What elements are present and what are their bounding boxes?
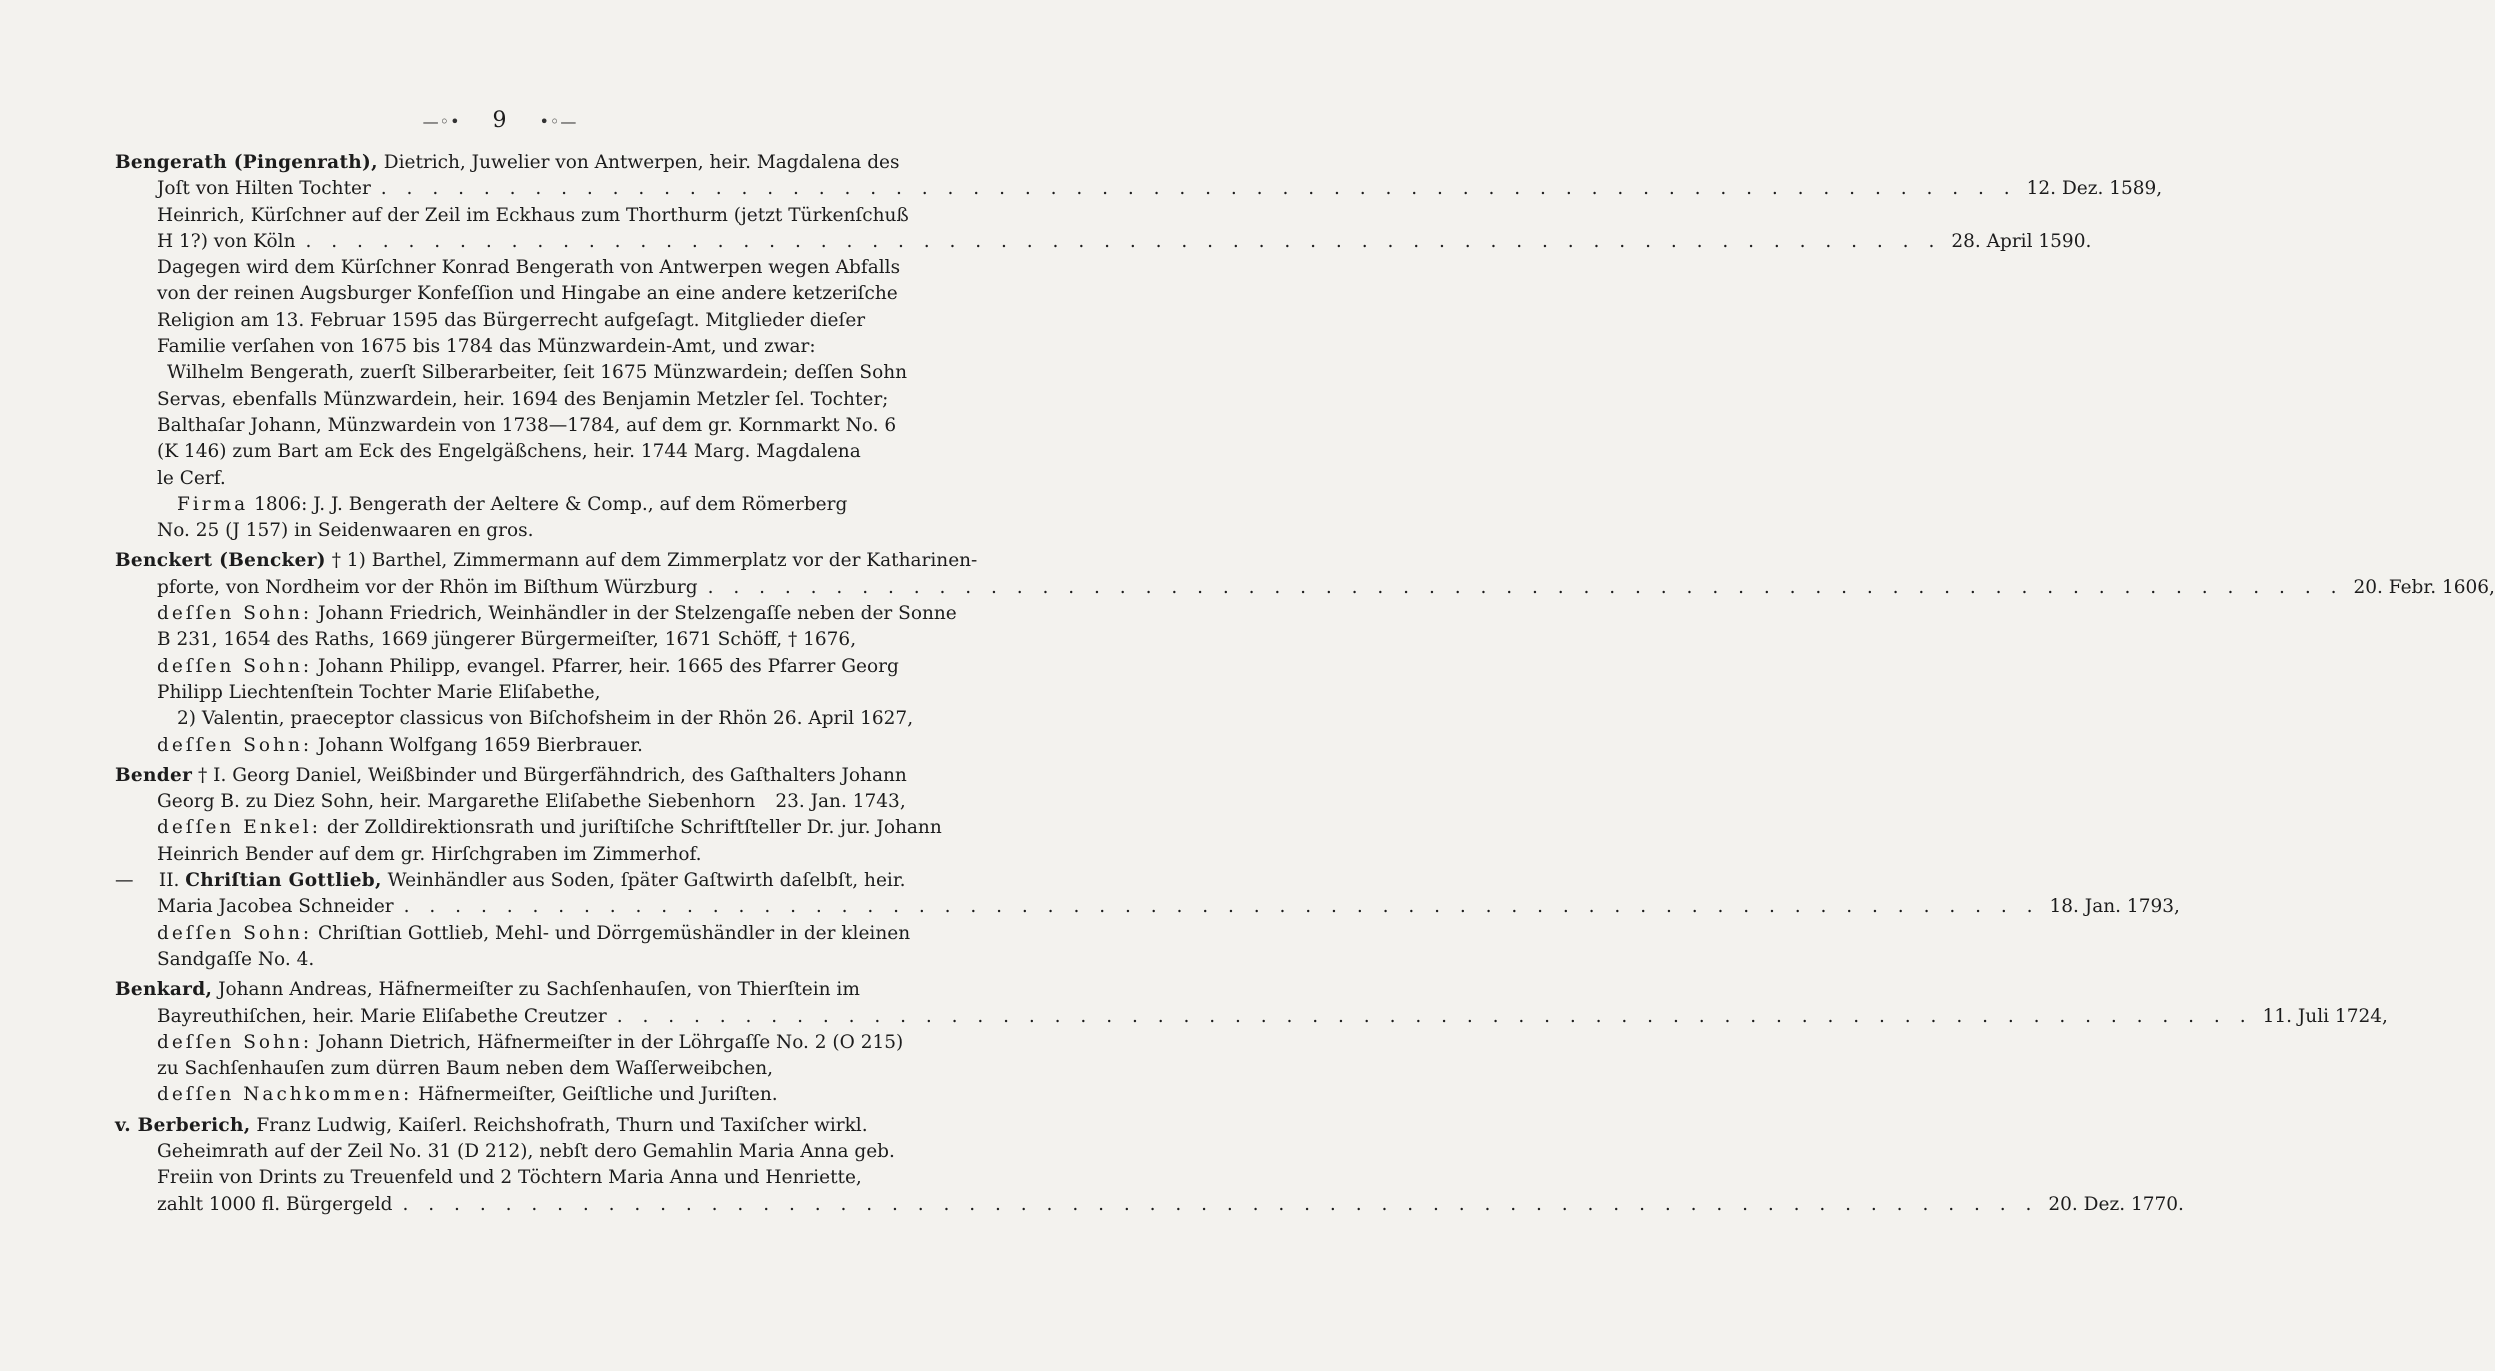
numeral: II. — [158, 870, 180, 892]
line-text: Bayreuthiſchen, heir. Marie Eliſabethe Creutzer — [157, 1005, 607, 1027]
entry-bengerath — [115, 150, 2163, 544]
line-text: Dietrich, Juwelier von Antwerpen, heir. Magdalena des — [383, 152, 900, 173]
leader-dots — [305, 229, 1941, 255]
text-line — [115, 654, 905, 680]
line-text: Joſt von Hilten Tochter — [157, 178, 371, 200]
line-text: der Zolldirektionsrath und juriſtiſche Schriftſteller Dr. jur. Johann — [326, 817, 942, 839]
text-line — [115, 1192, 2184, 1218]
line-text: Johann Andreas, Häfnermeiſter zu Sachſenhauſen, von Thierſtein im — [218, 979, 860, 1001]
leader-dots — [617, 1004, 2253, 1030]
entry-date: 18. Jan. 1793, — [2049, 896, 2180, 918]
relation-label: deſſen Sohn: — [157, 922, 313, 944]
text-line — [115, 203, 909, 229]
text-line: No. 25 (J 157) in Seidenwaaren en gros. — [157, 520, 534, 542]
relation-label: deſſen Enkel: — [157, 817, 321, 839]
line-text: Franz Ludwig, Kaiſerl. Reichshofrath, Thurn und Taxiſcher wirkl. — [256, 1114, 868, 1136]
line-text: Maria Jacobea Schneider — [157, 896, 394, 918]
line-text: † 1) Barthel, Zimmermann auf dem Zimmerplatz vor der Katharinen- — [331, 550, 978, 572]
entry-bender — [115, 763, 2180, 973]
text-line: Dagegen wird dem Kürſchner Konrad Bengerath von Antwerpen wegen Abfalls — [157, 257, 901, 279]
entry-date: 11. Juli 1724, — [2262, 1005, 2388, 1027]
text-line — [115, 921, 911, 947]
text-line — [115, 548, 978, 574]
headword: v. Berberich, — [115, 1114, 251, 1136]
text-line: Freiin von Drints zu Treuenfeld und 2 Töchtern Maria Anna und Henriette, — [157, 1167, 862, 1189]
text-line — [115, 601, 957, 627]
line-text: pforte, von Nordheim vor der Rhön im Biſthum Würzburg — [157, 576, 698, 598]
line-text: Weinhändler aus Soden, ſpäter Gaſtwirth daſelbſt, heir. — [387, 870, 906, 892]
text-line — [115, 492, 905, 518]
relation-label: deſſen Sohn: — [157, 1031, 313, 1053]
text-line: Religion am 13. Februar 1595 das Bürgerrecht aufgeſagt. Mitglieder dieſer — [157, 309, 866, 331]
text-line — [115, 229, 2092, 255]
entry-date: 20. Dez. 1770. — [2048, 1193, 2184, 1215]
text-line — [115, 1030, 905, 1056]
leader-dots — [403, 1192, 2039, 1218]
text-line — [115, 176, 2163, 202]
line-text: Heinrich, Kürſchner auf der Zeil im Eckhaus zum Thorthurm (jetzt Türkenſchuß — [157, 204, 909, 226]
text-line — [115, 977, 905, 1003]
line-text: Johann Dietrich, Häfnermeiſter in der Löhrgaſſe No. 2 (O 215) — [318, 1031, 904, 1053]
text-line — [115, 150, 905, 176]
line-text: Georg B. zu Diez Sohn, heir. Margarethe Eliſabethe Siebenhorn — [157, 791, 756, 813]
line-text: Häfnermeiſter, Geiſtliche und Juriſten. — [418, 1084, 778, 1106]
text-line: von der reinen Augsburger Konfeſſion und Hingabe an eine andere ketzeriſche — [157, 283, 898, 305]
entry-benkard — [115, 977, 2388, 1108]
text-line: 2) Valentin, praeceptor classicus von Biſchofsheim in der Rhön 26. April 1627, — [177, 708, 914, 730]
repeat-dash: — — [115, 870, 134, 892]
entry-date: 28. April 1590. — [1951, 230, 2092, 252]
firma-label: Firma — [177, 493, 249, 515]
page-body — [115, 150, 2495, 1218]
text-line — [115, 575, 2495, 601]
text-line: Balthaſar Johann, Münzwardein von 1738—1784, auf dem gr. Kornmarkt No. 6 — [157, 414, 897, 436]
line-text: H 1?) von Köln — [157, 230, 296, 252]
line-text: Johann Wolfgang 1659 Bierbrauer. — [318, 734, 643, 756]
headword: Bengerath (Pingenrath), — [115, 152, 378, 173]
text-line: le Cerf. — [157, 467, 226, 489]
line-text: † I. Georg Daniel, Weißbinder und Bürgerfähndrich, des Gaſthalters Johann — [198, 764, 907, 786]
text-line: Familie verſahen von 1675 bis 1784 das Münzwardein-Amt, und zwar: — [157, 336, 816, 358]
leader-dots — [708, 575, 2344, 601]
entry-date: 20. Febr. 1606, — [2353, 576, 2495, 598]
text-line — [115, 815, 942, 841]
entry-date: 23. Jan. 1743, — [775, 791, 906, 813]
headword: Benckert (Bencker) — [115, 550, 326, 572]
leader-dots — [381, 176, 2017, 202]
text-line — [115, 894, 2180, 920]
text-line — [115, 789, 905, 815]
text-line: Philipp Liechtenſtein Tochter Marie Eliſabethe, — [157, 681, 601, 703]
line-text: Johann Friedrich, Weinhändler in der Stelzengaſſe neben der Sonne — [318, 603, 957, 625]
page-number: 9 — [492, 108, 508, 133]
text-line — [115, 868, 905, 894]
relation-label: deſſen Sohn: — [157, 655, 313, 677]
text-line — [115, 733, 905, 759]
line-text: zahlt 1000 fl. Bürgergeld — [157, 1193, 393, 1215]
text-line: Heinrich Bender auf dem gr. Hirſchgraben im Zimmerhof. — [157, 843, 702, 865]
text-line — [115, 1113, 905, 1139]
text-line: Sandgaſſe No. 4. — [157, 948, 315, 970]
line-text: 1806: J. J. Bengerath der Aeltere & Comp., auf dem Römerberg — [254, 493, 848, 515]
text-line — [115, 1082, 905, 1108]
subheadword: Chriſtian Gottlieb, — [185, 870, 382, 892]
leader-dots — [404, 894, 2040, 920]
ornament-left: —◦• — [422, 112, 461, 131]
page-header — [0, 108, 1000, 133]
text-line: B 231, 1654 des Raths, 1669 jüngerer Bürgermeiſter, 1671 Schöff, † 1676, — [157, 629, 857, 651]
entry-berberich — [115, 1113, 2184, 1218]
line-text: Johann Philipp, evangel. Pfarrer, heir. 1665 des Pfarrer Georg — [318, 655, 899, 677]
relation-label: deſſen Sohn: — [157, 603, 313, 625]
entry-benckert — [115, 548, 2495, 758]
relation-label: deſſen Nachkommen: — [157, 1084, 413, 1106]
text-line — [115, 1004, 2388, 1030]
text-line: (K 146) zum Bart am Eck des Engelgäßchens, heir. 1744 Marg. Magdalena — [157, 441, 861, 463]
headword: Bender — [115, 764, 193, 786]
line-text: Chriſtian Gottlieb, Mehl- und Dörrgemüshändler in der kleinen — [318, 922, 911, 944]
entry-date: 12. Dez. 1589, — [2026, 178, 2163, 200]
text-line: Servas, ebenfalls Münzwardein, heir. 1694 des Benjamin Metzler ſel. Tochter; — [157, 388, 889, 410]
text-line: zu Sachſenhauſen zum dürren Baum neben dem Waſſerweibchen, — [157, 1058, 774, 1080]
relation-label: deſſen Sohn: — [157, 734, 313, 756]
text-line: Geheimrath auf der Zeil No. 31 (D 212), nebſt dero Gemahlin Maria Anna geb. — [157, 1140, 895, 1162]
text-line — [115, 763, 905, 789]
text-line: Wilhelm Bengerath, zuerſt Silberarbeiter, ſeit 1675 Münzwardein; deſſen Sohn — [167, 362, 908, 384]
headword: Benkard, — [115, 979, 213, 1001]
ornament-right: •◦— — [539, 112, 578, 131]
